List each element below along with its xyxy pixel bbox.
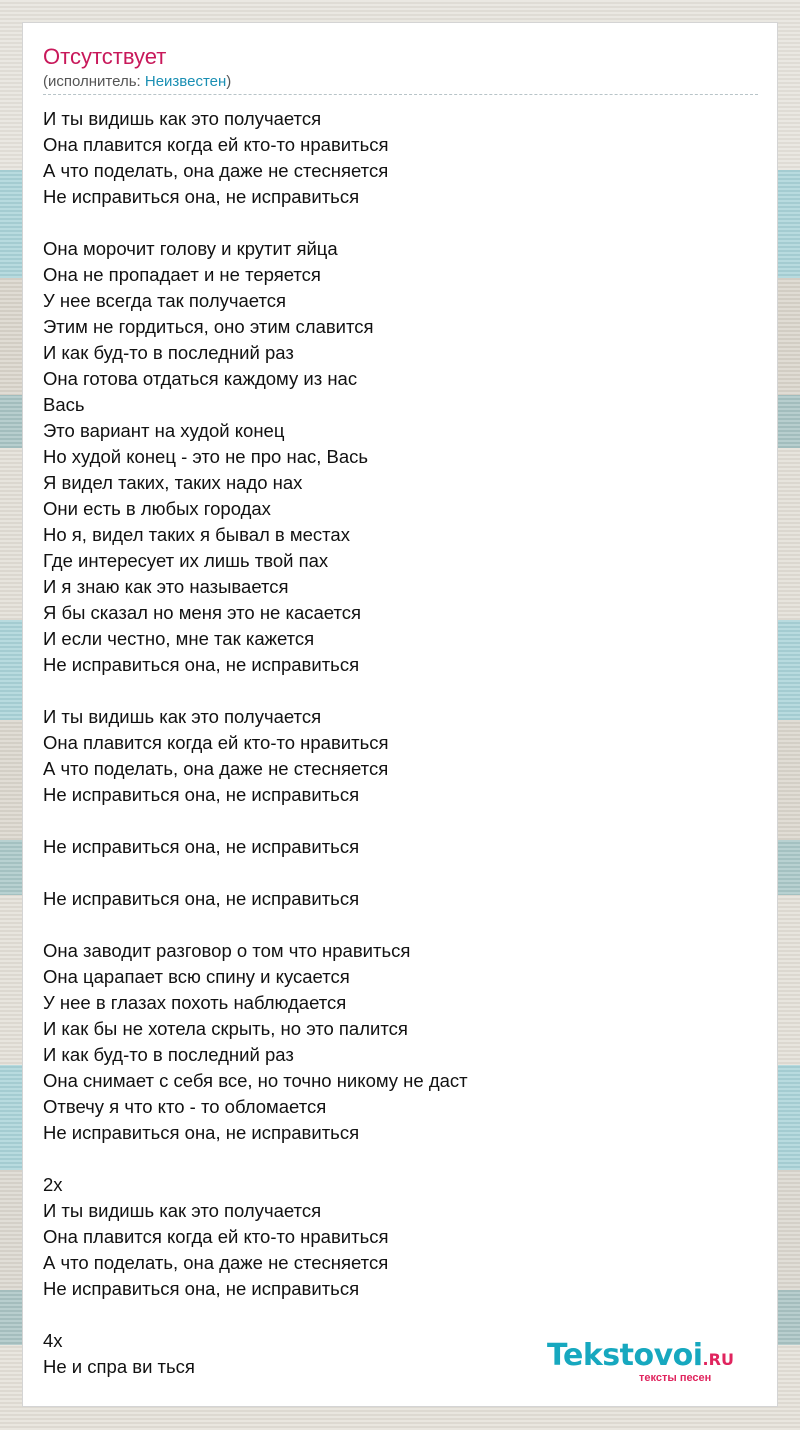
lyric-line: Она готова отдаться каждому из нас bbox=[43, 368, 358, 389]
lyric-blank-line bbox=[43, 860, 758, 886]
lyric-line: Где интересует их лишь твой пах bbox=[43, 550, 329, 571]
title-divider bbox=[43, 94, 758, 95]
site-logo[interactable] bbox=[547, 1338, 757, 1388]
lyric-line: 2х bbox=[43, 1174, 63, 1195]
lyric-line: 4х bbox=[43, 1330, 63, 1351]
artist-link[interactable]: Неизвестен bbox=[144, 73, 227, 90]
lyric-line: И ты видишь как это получается bbox=[43, 1200, 322, 1221]
lyric-line: Она плавится когда ей кто-то нравиться bbox=[43, 134, 389, 155]
lyric-line: Она заводит разговор о том что нравиться bbox=[43, 940, 411, 961]
logo-name: Tekstovoi bbox=[547, 1338, 703, 1373]
lyric-line: А что поделать, она даже не стесняется bbox=[43, 160, 389, 181]
lyric-line: Она снимает с себя все, но точно никому не даст bbox=[43, 1070, 468, 1091]
lyrics-card bbox=[22, 22, 778, 1407]
artist-line bbox=[43, 72, 231, 92]
lyric-line: Я бы сказал но меня это не касается bbox=[43, 602, 362, 623]
lyric-line: Этим не гордиться, оно этим славится bbox=[43, 316, 374, 337]
lyric-blank-line bbox=[43, 808, 758, 834]
logo-tld: .RU bbox=[702, 1350, 734, 1369]
lyric-line: И как буд-то в последний раз bbox=[43, 342, 294, 363]
lyric-line: И я знаю как это называется bbox=[43, 576, 289, 597]
song-title: Отсутствует bbox=[43, 44, 167, 69]
lyric-line: Не и спра ви ться bbox=[43, 1356, 195, 1377]
lyric-blank-line bbox=[43, 210, 758, 236]
lyric-line: Я видел таких, таких надо нах bbox=[43, 472, 303, 493]
lyric-line: Она морочит голову и крутит яйца bbox=[43, 238, 338, 259]
lyric-line: Она плавится когда ей кто-то нравиться bbox=[43, 1226, 389, 1247]
lyric-line: Она не пропадает и не теряется bbox=[43, 264, 321, 285]
lyric-line: Не исправиться она, не исправиться bbox=[43, 836, 360, 857]
lyric-blank-line bbox=[43, 1302, 758, 1328]
lyric-line: Не исправиться она, не исправиться bbox=[43, 888, 360, 909]
lyric-line: И ты видишь как это получается bbox=[43, 706, 322, 727]
lyric-line: У нее всегда так получается bbox=[43, 290, 286, 311]
lyric-line: И как бы не хотела скрыть, но это палится bbox=[43, 1018, 408, 1039]
lyric-line: Они есть в любых городах bbox=[43, 498, 271, 519]
lyric-line: А что поделать, она даже не стесняется bbox=[43, 1252, 389, 1273]
lyric-line: А что поделать, она даже не стесняется bbox=[43, 758, 389, 779]
lyric-blank-line bbox=[43, 912, 758, 938]
lyrics-body bbox=[43, 106, 758, 1380]
lyric-line: Но я, видел таких я бывал в местах bbox=[43, 524, 350, 545]
lyric-line: Не исправиться она, не исправиться bbox=[43, 186, 360, 207]
lyric-line: Не исправиться она, не исправиться bbox=[43, 654, 360, 675]
lyric-line: У нее в глазах похоть наблюдается bbox=[43, 992, 347, 1013]
lyric-line: И ты видишь как это получается bbox=[43, 108, 322, 129]
lyric-line: Отвечу я что кто - то обломается bbox=[43, 1096, 327, 1117]
lyric-blank-line bbox=[43, 1146, 758, 1172]
lyric-line: И если честно, мне так кажется bbox=[43, 628, 315, 649]
lyric-line: Вась bbox=[43, 394, 85, 415]
artist-suffix: ) bbox=[226, 73, 232, 90]
lyric-line: И как буд-то в последний раз bbox=[43, 1044, 294, 1065]
logo-tagline: тексты песен bbox=[639, 1372, 712, 1384]
lyric-line: Она царапает всю спину и кусается bbox=[43, 966, 350, 987]
lyric-line: Не исправиться она, не исправиться bbox=[43, 1278, 360, 1299]
lyric-line: Но худой конец - это не про нас, Вась bbox=[43, 446, 369, 467]
lyric-line: Не исправиться она, не исправиться bbox=[43, 1122, 360, 1143]
lyric-line: Это вариант на худой конец bbox=[43, 420, 285, 441]
lyric-blank-line bbox=[43, 678, 758, 704]
lyric-line: Она плавится когда ей кто-то нравиться bbox=[43, 732, 389, 753]
artist-prefix: (исполнитель: bbox=[43, 73, 145, 90]
lyric-line: Не исправиться она, не исправиться bbox=[43, 784, 360, 805]
